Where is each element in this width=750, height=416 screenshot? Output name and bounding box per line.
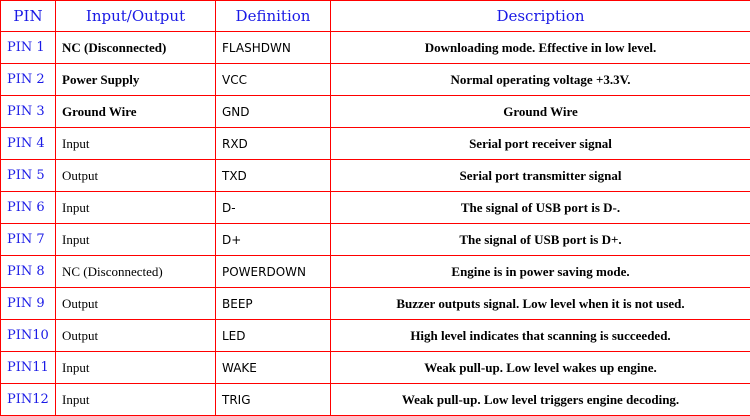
table-row [1,224,750,256]
cell-pin: PIN 8 [1,256,56,288]
cell-description: High level indicates that scanning is succeeded. [331,320,750,352]
cell-input-output: Input [56,192,216,224]
column-header-description: Description [331,1,750,32]
cell-pin: PIN12 [1,384,56,416]
cell-pin: PIN 1 [1,32,56,64]
cell-pin: PIN 6 [1,192,56,224]
table-row [1,256,750,288]
cell-definition: D+ [216,224,331,256]
cell-description: The signal of USB port is D-. [331,192,750,224]
cell-definition: FLASHDWN [216,32,331,64]
cell-pin: PIN 3 [1,96,56,128]
cell-pin: PIN10 [1,320,56,352]
table-row [1,64,750,96]
cell-definition: VCC [216,64,331,96]
table-header-row [1,1,750,32]
cell-pin: PIN 7 [1,224,56,256]
cell-pin: PIN 4 [1,128,56,160]
table-row [1,288,750,320]
cell-definition: RXD [216,128,331,160]
cell-description: Ground Wire [331,96,750,128]
cell-description: Weak pull-up. Low level wakes up engine. [331,352,750,384]
cell-description: Buzzer outputs signal. Low level when it is not used. [331,288,750,320]
cell-pin: PIN 2 [1,64,56,96]
cell-pin: PIN11 [1,352,56,384]
cell-definition: LED [216,320,331,352]
cell-pin: PIN 9 [1,288,56,320]
cell-input-output: Output [56,160,216,192]
column-header-definition: Definition [216,1,331,32]
cell-description: Weak pull-up. Low level triggers engine decoding. [331,384,750,416]
cell-input-output: Input [56,128,216,160]
cell-description: Downloading mode. Effective in low level. [331,32,750,64]
table-row [1,192,750,224]
cell-input-output: Input [56,384,216,416]
cell-definition: D- [216,192,331,224]
cell-pin: PIN 5 [1,160,56,192]
cell-definition: WAKE [216,352,331,384]
cell-input-output: Power Supply [56,64,216,96]
table-row [1,352,750,384]
table-body [1,32,750,416]
cell-input-output: Input [56,224,216,256]
cell-definition: POWERDOWN [216,256,331,288]
table-header [1,1,750,32]
cell-input-output: Ground Wire [56,96,216,128]
cell-input-output: NC (Disconnected) [56,32,216,64]
cell-definition: TRIG [216,384,331,416]
cell-description: Serial port transmitter signal [331,160,750,192]
cell-description: Normal operating voltage +3.3V. [331,64,750,96]
table-row [1,128,750,160]
cell-definition: GND [216,96,331,128]
table-row [1,384,750,416]
cell-input-output: Output [56,320,216,352]
cell-definition: TXD [216,160,331,192]
column-header-pin: PIN [1,1,56,32]
cell-description: Engine is in power saving mode. [331,256,750,288]
cell-input-output: Input [56,352,216,384]
cell-description: Serial port receiver signal [331,128,750,160]
table-row [1,96,750,128]
cell-definition: BEEP [216,288,331,320]
cell-input-output: Output [56,288,216,320]
cell-input-output: NC (Disconnected) [56,256,216,288]
table-row [1,320,750,352]
column-header-input-output: Input/Output [56,1,216,32]
table-row [1,32,750,64]
cell-description: The signal of USB port is D+. [331,224,750,256]
table-row [1,160,750,192]
